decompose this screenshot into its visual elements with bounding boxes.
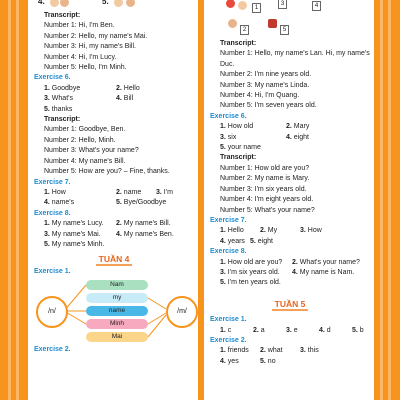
- answer-text: c: [227, 326, 232, 334]
- answer-row: [220, 133, 370, 143]
- child-icon: [228, 19, 237, 28]
- cake-icon: [268, 19, 277, 28]
- answer-text: what: [267, 347, 283, 355]
- answer-row: [44, 94, 194, 104]
- transcript-line: Number 3: My name's Linda.: [220, 81, 310, 89]
- stripe: [8, 0, 11, 400]
- answer-row: [220, 268, 370, 278]
- answer-number: 2.: [286, 123, 292, 131]
- answer-number: 3.: [44, 95, 50, 103]
- transcript-line: Number 2: Hello, my name's Mai.: [44, 32, 148, 40]
- week-heading: [210, 299, 370, 309]
- sound-circle-left: /n/: [36, 296, 68, 328]
- answer-number: 4.: [220, 357, 226, 365]
- answer-text: Hello: [227, 227, 244, 235]
- answer-number: 5.: [44, 105, 50, 113]
- word-pill: Nam: [86, 280, 148, 290]
- answer-text: Mary: [293, 123, 310, 131]
- transcript-line: Number 3: What's your name?: [44, 147, 139, 155]
- child-icon: [238, 1, 247, 10]
- answer-text: My name's Ben.: [123, 230, 174, 238]
- answer-text: Hello: [123, 84, 140, 92]
- sound-circle-right: /m/: [166, 296, 198, 328]
- exercise-heading: Exercise 7.: [34, 178, 71, 186]
- answer-number: 2.: [292, 258, 298, 266]
- stripe: [380, 0, 383, 400]
- transcript-line: Number 3: I'm six years old.: [220, 185, 307, 193]
- child-face-icon: [114, 0, 123, 7]
- answer-text: your name: [227, 144, 261, 152]
- transcript-heading: Transcript:: [44, 12, 81, 19]
- transcript-line: Number 4: Hi, I'm Quang.: [220, 92, 300, 100]
- answer-text: e: [293, 326, 298, 334]
- answer-text: d: [326, 326, 331, 334]
- transcript-heading: Transcript:: [44, 116, 81, 124]
- week-label: TUẦN 4: [96, 254, 133, 266]
- transcript-heading: Transcript:: [220, 40, 257, 47]
- transcript-heading: Transcript:: [220, 154, 257, 162]
- transcript-line: Number 5: I'm seven years old.: [220, 102, 317, 110]
- answer-text: How old: [227, 123, 254, 131]
- answer-number: 2.: [260, 347, 266, 355]
- picture-number: 2: [240, 25, 249, 35]
- answer-number: 3.: [286, 326, 292, 334]
- left-page: [28, 0, 198, 400]
- transcript-line: Number 1: Hi, I'm Ben.: [44, 22, 115, 30]
- answer-text: b: [359, 326, 364, 334]
- exercise-heading: Exercise 1.: [210, 316, 247, 324]
- week-heading: [34, 254, 194, 264]
- left-column: [34, 0, 194, 356]
- answer-row: [220, 122, 370, 132]
- transcript-line: Number 3: Hi, my name's Bill.: [44, 43, 136, 51]
- answer-text: I'm six years old.: [227, 268, 280, 276]
- answer-row: [44, 188, 194, 198]
- answer-number: 5.: [250, 237, 256, 245]
- transcript-line: Number 5: Hello, I'm Minh.: [44, 64, 127, 72]
- answer-number: 1.: [44, 84, 50, 92]
- answer-number: 1.: [220, 347, 226, 355]
- answer-row: [220, 278, 370, 288]
- right-page: [204, 0, 374, 400]
- transcript-line: Number 4: I'm eight years old.: [220, 196, 314, 204]
- answer-text: My name is Nam.: [299, 268, 355, 276]
- answer-text: name's: [51, 199, 75, 207]
- transcript-line: Number 2: Hello, Minh.: [44, 136, 116, 144]
- answer-text: My: [267, 227, 278, 235]
- answer-row: [44, 240, 194, 250]
- answer-text: six: [227, 133, 237, 141]
- child-face-icon: [60, 0, 69, 7]
- exercise-heading: Exercise 6.: [210, 112, 247, 120]
- transcript-line: Number 2: I'm nine years old.: [220, 71, 312, 79]
- answer-number: 1.: [44, 220, 50, 228]
- exercise-heading: Exercise 2.: [34, 346, 71, 354]
- answer-number: 3.: [300, 347, 306, 355]
- answer-number: 4.: [116, 230, 122, 238]
- answer-number: 3.: [156, 188, 162, 196]
- exercise-heading: Exercise 8.: [210, 248, 247, 256]
- answer-number: 3.: [300, 227, 306, 235]
- answer-number: 5.: [44, 240, 50, 248]
- answer-number: 5.: [220, 279, 226, 287]
- answer-number: 3.: [44, 230, 50, 238]
- exercise-heading: Exercise 8.: [34, 209, 71, 217]
- answer-number: 1.: [220, 326, 226, 334]
- answer-text: Bill: [123, 95, 134, 103]
- exercise-heading: Exercise 7.: [210, 216, 247, 224]
- picture-number: 3: [278, 0, 287, 9]
- answer-number: 2.: [116, 220, 122, 228]
- answer-row: [220, 346, 370, 356]
- picture-number: 4: [312, 1, 321, 11]
- answer-number: 1.: [44, 188, 50, 196]
- picture-number: 4.: [38, 0, 45, 6]
- answer-row: [220, 258, 370, 268]
- picture-row: [210, 0, 370, 39]
- answer-number: 3.: [220, 268, 226, 276]
- transcript-line: Number 2: My name is Mary.: [220, 175, 310, 183]
- answer-number: 4.: [292, 268, 298, 276]
- answer-number: 4.: [319, 326, 325, 334]
- answer-text: What's your name?: [299, 258, 360, 266]
- word-pill: Minh: [86, 319, 148, 329]
- answer-text: My name's Lucy.: [51, 220, 104, 228]
- answer-text: thanks: [51, 105, 73, 113]
- exercise-heading: Exercise 6.: [34, 74, 71, 82]
- answer-text: yes: [227, 357, 239, 365]
- transcript-line: Number 5: What's your name?: [220, 206, 315, 214]
- answer-text: I'm: [163, 188, 173, 196]
- answer-row: [44, 219, 194, 229]
- answer-number: 4.: [44, 199, 50, 207]
- exercise-heading: Exercise 2.: [210, 336, 247, 344]
- stripe: [388, 0, 391, 400]
- answer-text: friends: [227, 347, 249, 355]
- word-pill: Mai: [86, 332, 148, 342]
- transcript-line: Number 1: How old are you?: [220, 164, 310, 172]
- answer-number: 5.: [220, 144, 226, 152]
- answer-text: I'm ten years old.: [227, 279, 281, 287]
- answer-text: this: [307, 347, 319, 355]
- answer-number: 5.: [352, 326, 358, 334]
- answer-row: [220, 357, 370, 367]
- answer-number: 3.: [220, 133, 226, 141]
- answer-number: 4.: [286, 133, 292, 141]
- transcript-line: Duc.: [220, 60, 235, 68]
- sound-matching-diagram: [34, 279, 194, 341]
- answer-row: [220, 226, 370, 236]
- transcript-line: Number 1: Goodbye, Ben.: [44, 126, 126, 134]
- child-icon: [226, 0, 235, 8]
- child-face-icon: [50, 0, 59, 7]
- transcript-line: Number 5: How are you? – Fine, thanks.: [44, 168, 170, 176]
- answer-text: How: [307, 227, 322, 235]
- picture-number: 1: [252, 3, 261, 13]
- answer-text: eight: [257, 237, 273, 245]
- exercise-heading: Exercise 1.: [34, 267, 71, 275]
- answer-number: 2.: [253, 326, 259, 334]
- transcript-line: Number 4: Hi, I'm Lucy.: [44, 53, 117, 61]
- answer-number: 1.: [220, 227, 226, 235]
- answer-text: Goodbye: [51, 84, 81, 92]
- answer-number: 1.: [220, 258, 226, 266]
- answer-number: 4.: [220, 237, 226, 245]
- answer-text: My name's Bill.: [123, 220, 171, 228]
- answer-row: [44, 198, 194, 208]
- answer-text: years: [227, 237, 245, 245]
- answer-number: 5.: [260, 357, 266, 365]
- answer-text: My name's Mai.: [51, 230, 101, 238]
- answer-number: 2.: [116, 188, 122, 196]
- answer-row: [220, 143, 370, 153]
- transcript-line: Number 1: Hello, my name's Lan. Hi, my name's: [220, 50, 370, 58]
- transcript-line: Number 4: My name's Bill.: [44, 157, 126, 165]
- child-face-icon: [126, 0, 135, 7]
- answer-text: no: [267, 357, 276, 365]
- word-pill: my: [86, 293, 148, 303]
- answer-text: a: [260, 326, 265, 334]
- answer-number: 2.: [116, 84, 122, 92]
- answer-number: 1.: [220, 123, 226, 131]
- answer-row: [44, 230, 194, 240]
- right-column: [210, 0, 370, 367]
- top-pictures: [34, 0, 194, 11]
- answer-number: 2.: [260, 227, 266, 235]
- answer-row: [44, 84, 194, 94]
- answer-row: [220, 326, 370, 336]
- word-pill: name: [86, 306, 148, 316]
- answer-text: My name's Minh.: [51, 240, 105, 248]
- answer-number: 4.: [116, 95, 122, 103]
- answer-text: How old are you?: [227, 258, 283, 266]
- answer-text: name: [123, 188, 142, 196]
- answer-text: eight: [293, 133, 309, 141]
- picture-number: 5: [280, 25, 289, 35]
- week-label: TUẦN 5: [272, 299, 309, 311]
- answer-number: 5.: [116, 199, 122, 207]
- answer-text: Bye/Goodbye: [123, 199, 167, 207]
- answer-row: [44, 105, 194, 115]
- answer-text: How: [51, 188, 66, 196]
- picture-number: 5.: [102, 0, 109, 6]
- stripe: [16, 0, 19, 400]
- answer-row: [220, 237, 370, 247]
- answer-text: What's: [51, 95, 73, 103]
